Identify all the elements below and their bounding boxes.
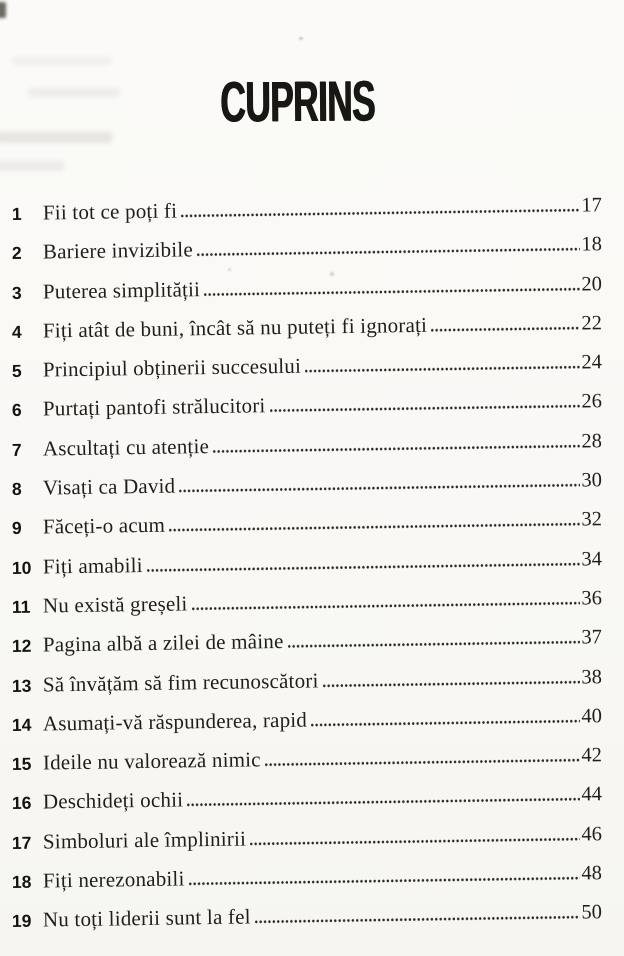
chapter-title: Fiți amabili bbox=[42, 552, 143, 579]
page-number: 20 bbox=[581, 272, 603, 296]
page-number: 42 bbox=[581, 744, 603, 767]
dot-leader bbox=[265, 759, 580, 766]
chapter-number: 12 bbox=[11, 635, 32, 657]
chapter-title: Nu toți liderii sunt la fel bbox=[42, 904, 251, 932]
page-number: 44 bbox=[581, 783, 603, 807]
chapter-number: 18 bbox=[11, 871, 32, 893]
chapter-title: Bariere invizibile bbox=[42, 237, 194, 264]
page-number: 17 bbox=[581, 194, 603, 217]
bleedthrough-mark bbox=[12, 57, 112, 65]
page-number: 28 bbox=[581, 430, 603, 453]
dot-leader bbox=[187, 798, 579, 807]
chapter-number: 14 bbox=[11, 714, 32, 735]
page-number: 22 bbox=[581, 312, 603, 335]
scan-edge-mark bbox=[0, 2, 6, 18]
dot-leader bbox=[431, 327, 579, 332]
bleedthrough-mark bbox=[0, 132, 112, 143]
chapter-title: Asumați-vă răspunderea, rapid bbox=[42, 707, 308, 736]
toc-list bbox=[12, 194, 602, 941]
page-number: 18 bbox=[581, 233, 603, 256]
chapter-title: Purtați pantofi strălucitori bbox=[42, 393, 266, 422]
chapter-title: Pagina albă a zilei de mâine bbox=[42, 629, 284, 657]
page-number: 48 bbox=[581, 862, 603, 885]
chapter-number: 1 bbox=[11, 203, 22, 224]
chapter-number: 16 bbox=[11, 793, 32, 814]
chapter-number: 7 bbox=[11, 439, 22, 460]
dot-leader bbox=[213, 445, 579, 453]
bleedthrough-mark bbox=[0, 161, 64, 171]
page-number: 26 bbox=[581, 390, 603, 414]
chapter-number: 5 bbox=[11, 361, 22, 382]
page-number: 30 bbox=[581, 469, 603, 492]
chapter-number: 9 bbox=[11, 518, 22, 539]
chapter-number: 4 bbox=[11, 321, 22, 342]
chapter-title: Făceți-o acum bbox=[42, 513, 166, 539]
chapter-title: Principiul obținerii succesului bbox=[42, 353, 302, 382]
chapter-number: 17 bbox=[11, 832, 32, 853]
page-number: 46 bbox=[581, 822, 603, 846]
chapter-number: 8 bbox=[11, 478, 22, 500]
page-title-text: CUPRINS bbox=[220, 69, 376, 135]
chapter-title: Visați ca David bbox=[42, 473, 176, 500]
chapter-number: 11 bbox=[11, 596, 31, 617]
dot-leader bbox=[323, 680, 580, 686]
chapter-title: Fiți nerezonabili bbox=[42, 866, 185, 893]
dot-leader bbox=[169, 523, 579, 532]
chapter-number: 2 bbox=[11, 243, 22, 264]
page-number: 37 bbox=[581, 626, 603, 649]
chapter-title: Fiți atât de buni, încât să nu puteți fi ignorați bbox=[42, 312, 428, 343]
chapter-number: 6 bbox=[11, 400, 22, 421]
dot-leader bbox=[147, 563, 580, 572]
dot-leader bbox=[250, 838, 579, 846]
chapter-number: 19 bbox=[11, 911, 32, 932]
toc-entry bbox=[12, 893, 603, 941]
page-title bbox=[0, 69, 610, 135]
dot-leader bbox=[270, 405, 580, 412]
page-number: 50 bbox=[581, 901, 603, 924]
chapter-title: Puterea simplității bbox=[42, 276, 201, 304]
chapter-title: Ascultați cu atenție bbox=[42, 433, 210, 461]
chapter-title: Ideile nu valorează nimic bbox=[42, 747, 261, 775]
page-number: 36 bbox=[581, 587, 603, 610]
dot-leader bbox=[288, 641, 580, 648]
dot-leader bbox=[305, 366, 579, 373]
dot-leader bbox=[179, 484, 579, 493]
dot-leader bbox=[181, 209, 579, 218]
chapter-title: Nu există greșeli bbox=[42, 591, 188, 618]
page-number: 24 bbox=[581, 351, 603, 374]
chapter-number: 10 bbox=[11, 557, 32, 578]
paper-speck bbox=[299, 37, 303, 40]
dot-leader bbox=[192, 602, 580, 610]
dot-leader bbox=[204, 287, 579, 295]
chapter-number: 3 bbox=[11, 282, 22, 303]
chapter-title: Deschideți ochii bbox=[42, 787, 184, 814]
chapter-title: Să învățăm să fim recunoscători bbox=[42, 668, 319, 697]
dot-leader bbox=[311, 720, 579, 727]
chapter-title: Fii tot ce poți fi bbox=[42, 198, 178, 225]
dot-leader bbox=[197, 248, 580, 256]
page-number: 40 bbox=[581, 705, 603, 728]
page-number: 32 bbox=[581, 508, 603, 531]
dot-leader bbox=[255, 916, 580, 924]
chapter-number: 15 bbox=[11, 753, 32, 775]
page-number: 38 bbox=[581, 665, 603, 689]
chapter-title: Simboluri ale împlinirii bbox=[42, 826, 247, 854]
page-number: 34 bbox=[581, 547, 603, 571]
dot-leader bbox=[189, 877, 580, 885]
chapter-number: 13 bbox=[11, 675, 32, 696]
